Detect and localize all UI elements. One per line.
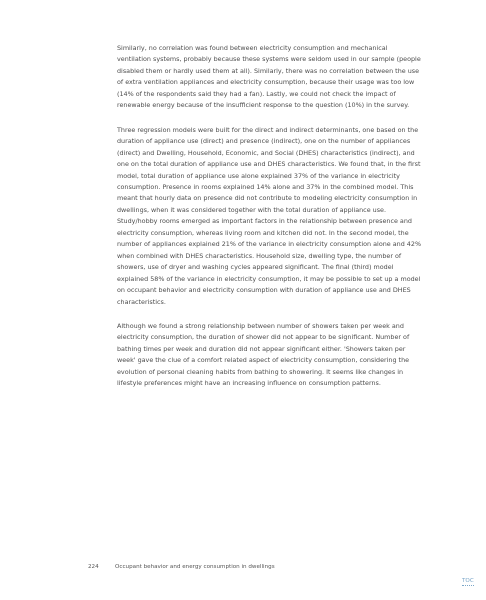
toc-link[interactable]: TOC [462, 578, 474, 584]
paragraph-1: Similarly, no correlation was found between electricity consumption and mechanical ventilation systems, probably because these systems were seldom used in our sample (people disabled them or hardly used them at all). Similarly, there was no correlation between the use of extra ventilation appliances and electricity consumption, because their usage was too low (14% of the respondents said they had a fan). Lastly, we could not check the impact of renewable energy because of the insufficient response to the question (10%) in the survey. [117, 44, 421, 110]
running-title: Occupant behavior and energy consumption in dwellings [115, 564, 275, 570]
body-text [117, 43, 423, 404]
paragraph-3: Although we found a strong relationship between number of showers taken per week and electricity consumption, the duration of shower did not appear to be significant. Number of bathing times per week and duration did not appear significant either. 'Showers taken per week' gave the clue of a comfort related aspect of electricity consumption, considering the evolution of personal cleaning habits from bathing to showering. It seems like changes in lifestyle preferences might have an increasing influence on consumption patterns. [117, 321, 410, 388]
paragraph-2: Three regression models were built for the direct and indirect determinants, one based on the duration of appliance use (direct) and presence (indirect), one on the number of appliances (direct) and Dwelling, Household, Economic, and Social (DHES) characteristics (indirect), and one on the total duration of appliance use and DHES characteristics. We found that, in the first model, total duration of appliance use alone explained 37% of the variance in electricity consumption. Presence in rooms explained 14% alone and 37% in the combined model. This meant that hourly data on presence did not contribute to modeling electricity consumption in dwellings, when it was considered together with the total duration of appliance use. Study/hobby rooms emerged as important factors in the relationship between presence and electricity consumption, whereas living room and kitchen did not. In the second model, the number of appliances explained 21% of the variance in electricity consumption alone and 42% when combined with DHES characteristics. Household size, dwelling type, the number of showers, use of dryer and washing cycles appeared significant. The final (third) model explained 58% of the variance in electricity consumption, it may be possible to set up a model on occupant behavior and electricity consumption with duration of appliance use and DHES characteristics. [117, 125, 422, 306]
page-footer [88, 564, 275, 570]
page-number: 224 [88, 564, 99, 570]
